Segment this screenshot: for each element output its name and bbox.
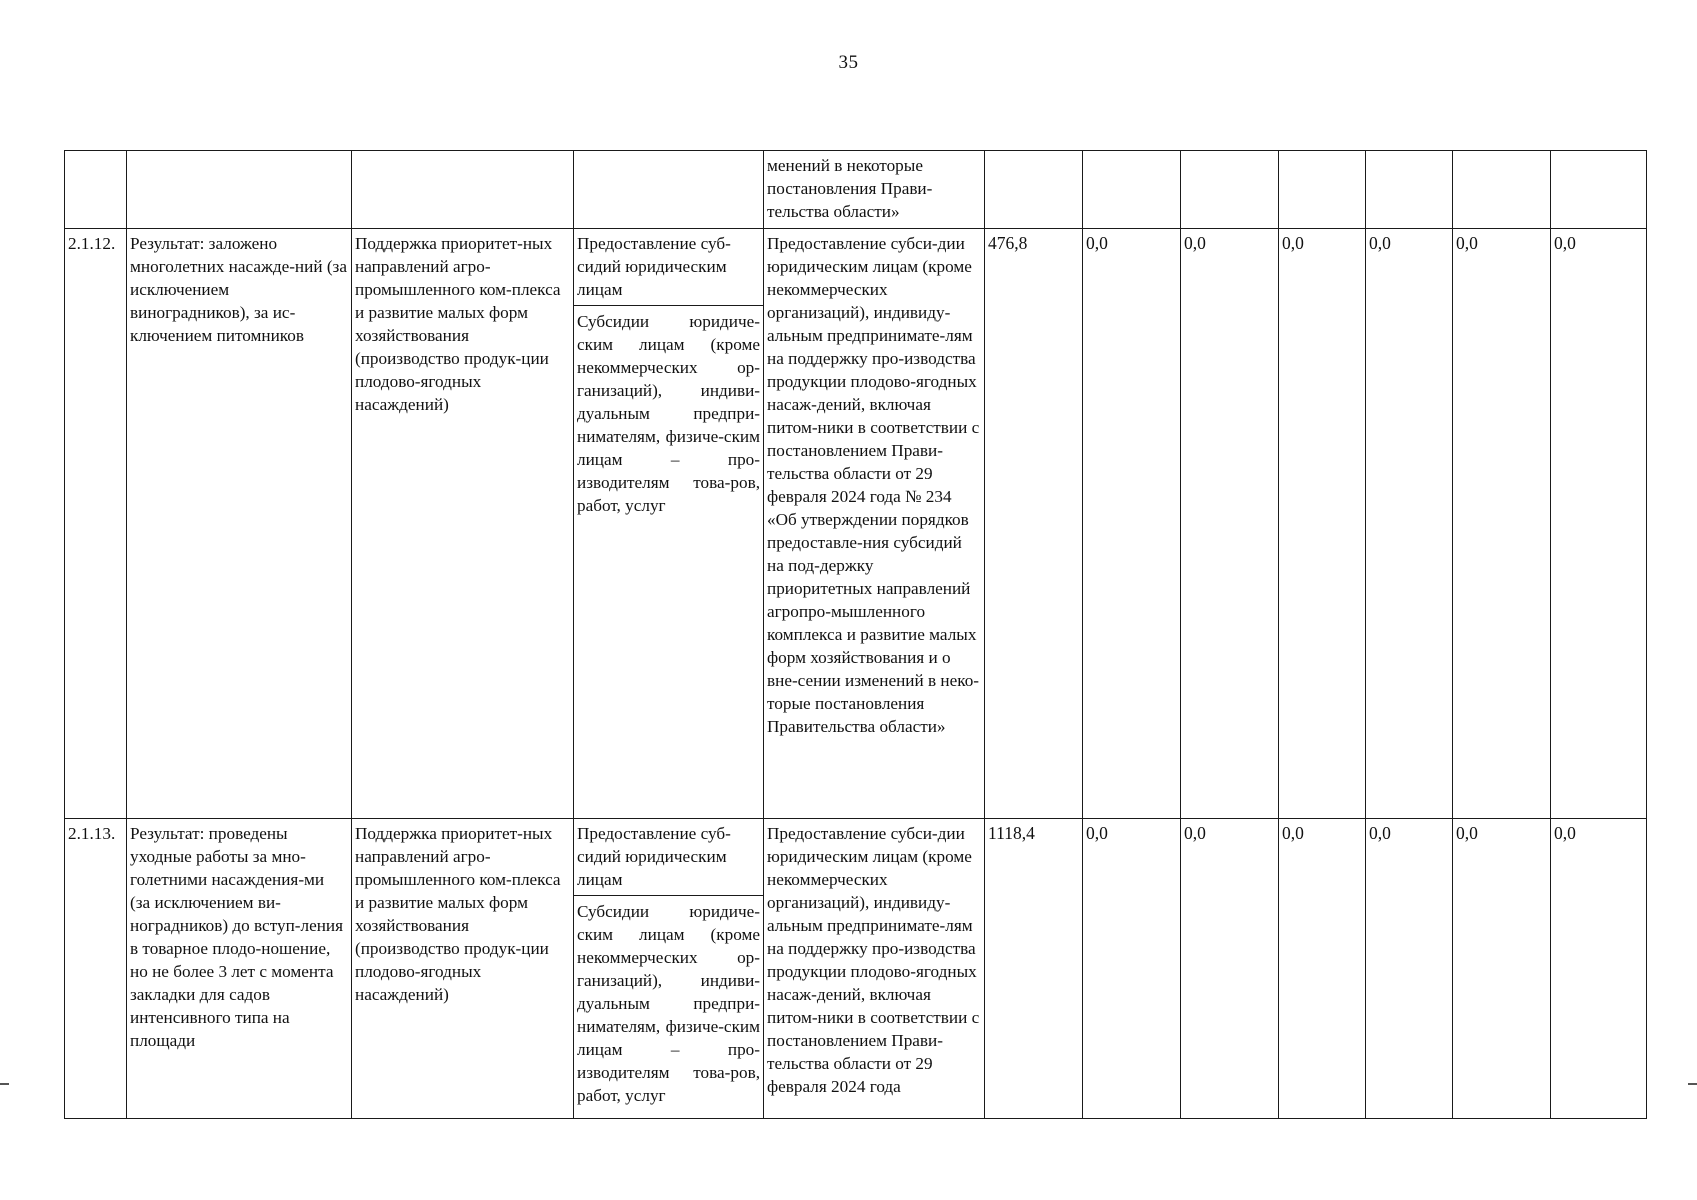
mechanism-cell: [574, 151, 764, 229]
value-cell: 0,0: [1279, 819, 1366, 1119]
value-cell: [1279, 151, 1366, 229]
table-row-2-1-12: [65, 229, 1647, 819]
value-cell: 0,0: [1083, 819, 1181, 1119]
row-code: 2.1.13.: [65, 819, 127, 1119]
mechanism-cell: [574, 819, 764, 1119]
value-cell: 0,0: [1181, 229, 1279, 819]
mechanism-provision: Предоставление суб-сидий юридическим лицам: [574, 232, 763, 306]
value-cell: 0,0: [1083, 229, 1181, 819]
row-code: [65, 151, 127, 229]
value-cell: [1366, 151, 1453, 229]
basis-cell: менений в некоторые постановления Прави-тельства области»: [764, 151, 985, 229]
value-cell: [1181, 151, 1279, 229]
table-row-2-1-13: [65, 819, 1647, 1119]
direction-cell: [352, 151, 574, 229]
value-cell: 0,0: [1551, 229, 1647, 819]
mechanism-provision: Предоставление суб-сидий юридическим лицам: [574, 822, 763, 896]
mechanism-recipients: Субсидии юридиче-ским лицам (кроме некоммерческих ор-ганизаций), индиви-дуальным предпри-нимателям, физиче-ским лицам – про-изводителям това-ров, работ, услуг: [577, 312, 760, 515]
value-cell: 0,0: [1453, 229, 1551, 819]
table-row-continuation: [65, 151, 1647, 229]
row-code: 2.1.12.: [65, 229, 127, 819]
result-cell: [127, 151, 352, 229]
value-cell: 0,0: [1181, 819, 1279, 1119]
value-cell: 0,0: [1366, 819, 1453, 1119]
mechanism-recipients: Субсидии юридиче-ским лицам (кроме некоммерческих ор-ганизаций), индиви-дуальным предпри-нимателям, физиче-ским лицам – про-изводителям това-ров, работ, услуг: [577, 902, 760, 1105]
scan-edge-mark-right: [1688, 1083, 1697, 1085]
value-cell: [1551, 151, 1647, 229]
scan-edge-mark-left: [0, 1083, 9, 1085]
value-cell: 0,0: [1551, 819, 1647, 1119]
direction-cell: Поддержка приоритет-ных направлений агро-промышленного ком-плекса и развитие малых форм хозяйствования (производство продук-ции плодово-ягодных насаждений): [352, 229, 574, 819]
value-cell: 1118,4: [985, 819, 1083, 1119]
subsidy-table: [64, 150, 1647, 1119]
basis-cell: Предоставление субси-дии юридическим лицам (кроме некоммерческих организаций), индивиду-альным предпринимате-лям на поддержку про-изводства продукции плодово-ягодных насаж-дений, включая питом-ники в соответствии с постановлением Прави-тельства области от 29 февраля 2024 года: [764, 819, 985, 1119]
result-cell: Результат: проведены уходные работы за мно-голетними насаждения-ми (за исключением ви-ноградников) до вступ-ления в товарное плодо-ношение, но не более 3 лет с момента закладки для садов интенсивного типа на площади: [127, 819, 352, 1119]
value-cell: [985, 151, 1083, 229]
page-number: 35: [838, 52, 859, 73]
value-cell: [1453, 151, 1551, 229]
basis-cell: Предоставление субси-дии юридическим лицам (кроме некоммерческих организаций), индивиду-альным предпринимате-лям на поддержку про-изводства продукции плодово-ягодных насаж-дений, включая питом-ники в соответствии с постановлением Прави-тельства области от 29 февраля 2024 года № 234 «Об утверждении порядков предоставле-ния субсидий на под-держку приоритетных направлений агропро-мышленного комплекса и развитие малых форм хозяйствования и о вне-сении изменений в неко-торые постановления Правительства области»: [764, 229, 985, 819]
result-cell: Результат: заложено многолетних насажде-ний (за исключением виноградников), за ис-ключением питомников: [127, 229, 352, 819]
direction-cell: Поддержка приоритет-ных направлений агро-промышленного ком-плекса и развитие малых форм хозяйствования (производство продук-ции плодово-ягодных насаждений): [352, 819, 574, 1119]
mechanism-cell: [574, 229, 764, 819]
value-cell: [1083, 151, 1181, 229]
value-cell: 476,8: [985, 229, 1083, 819]
value-cell: 0,0: [1366, 229, 1453, 819]
value-cell: 0,0: [1279, 229, 1366, 819]
value-cell: 0,0: [1453, 819, 1551, 1119]
